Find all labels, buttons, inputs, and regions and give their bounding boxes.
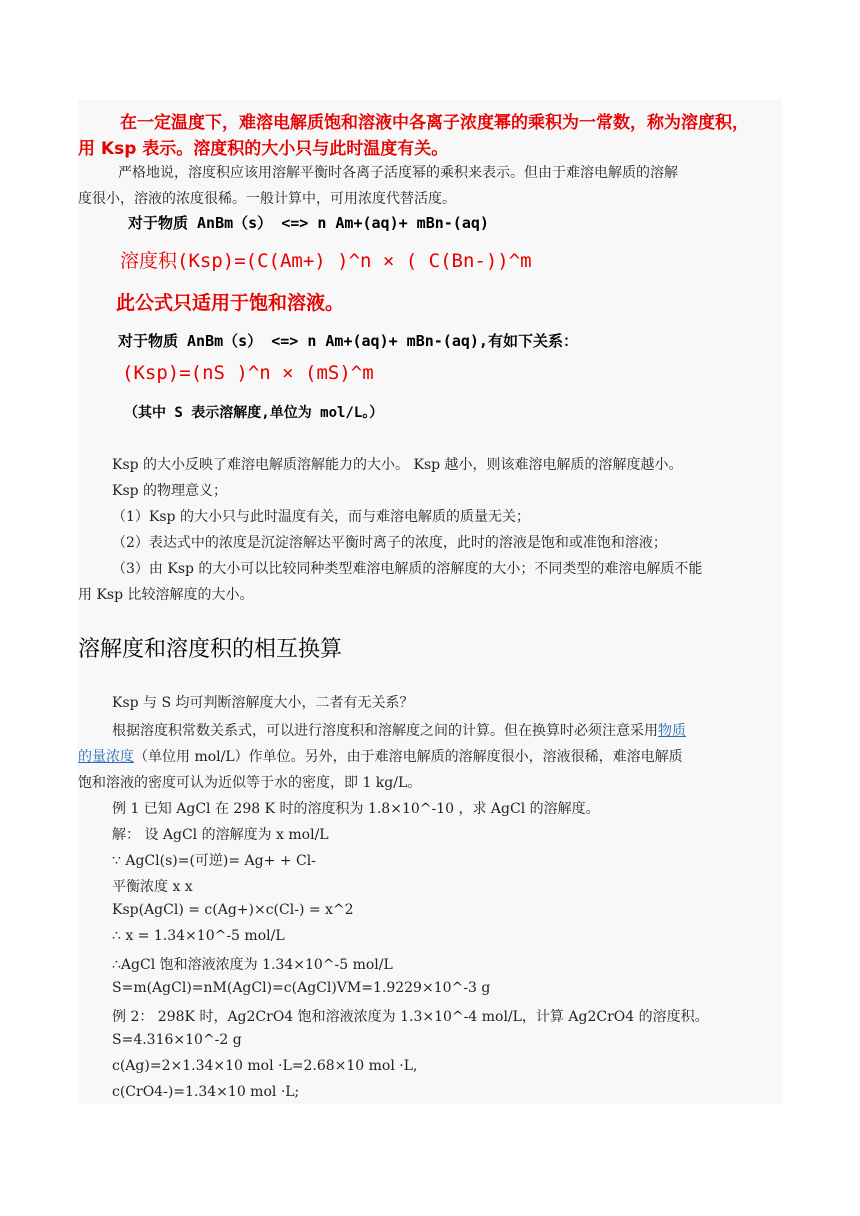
paragraph-line [112, 720, 686, 740]
solution-step: 平衡浓度 x x [112, 879, 193, 895]
list-item: 用 Ksp 比较溶解度的大小。 [78, 587, 254, 603]
section-heading: 溶解度和溶度积的相互换算 [78, 637, 343, 662]
solution-step: ∴ x = 1.34×10^-5 mol/L [112, 928, 285, 944]
formula-note: （其中 S 表示溶解度,单位为 mol/L。） [124, 405, 384, 421]
solution-step: S=m(AgCl)=nM(AgCl)=c(AgCl)VM=1.9229×10^-3 g [112, 980, 491, 996]
paragraph-line: 度很小，溶液的浓度很稀。一般计算中，可用浓度代替活度。 [78, 191, 456, 207]
solution-step: ∴AgCl 饱和溶液浓度为 1.34×10^-5 mol/L [112, 957, 393, 973]
paragraph-line: 严格地说，溶度积应该用溶解平衡时各离子活度幂的乘积来表示。但由于难溶电解质的溶解 [118, 165, 678, 181]
list-item: （3）由 Ksp 的大小可以比较同种类型难溶电解质的溶解度的大小；不同类型的难溶电解质不能 [112, 561, 703, 577]
paragraph-line: Ksp 的物理意义； [112, 483, 228, 499]
list-item: （1）Ksp 的大小只与此时温度有关，而与难溶电解质的质量无关； [112, 509, 530, 525]
solution-step: Ksp(AgCl) = c(Ag+)×c(Cl-) = x^2 [112, 902, 354, 918]
link-molar-concentration-cont[interactable]: 的量浓度 [78, 749, 134, 765]
paragraph-text: （单位用 mol/L）作单位。另外，由于难溶电解质的溶解度很小，溶液很稀，难溶电解质 [134, 749, 683, 765]
ksp-formula: 溶度积(Ksp)=(C(Am+) )^n × ( C(Bn-))^m [120, 250, 532, 272]
formula-note: 此公式只适用于饱和溶液。 [116, 292, 345, 314]
intro-line-1: 在一定温度下，难溶电解质饱和溶液中各离子浓度幂的乘积为一常数，称为溶度积， [120, 113, 749, 133]
intro-line-2: 用 Ksp 表示。溶度积的大小只与此时温度有关。 [78, 139, 449, 159]
link-molar-concentration[interactable]: 物质 [658, 723, 686, 739]
solution-step: 解： 设 AgCl 的溶解度为 x mol/L [112, 827, 329, 843]
ksp-formula: (Ksp)=(nS )^n × (mS)^m [122, 362, 374, 384]
list-item: （2）表达式中的浓度是沉淀溶解达平衡时离子的浓度，此时的溶液是饱和或准饱和溶液； [112, 535, 667, 551]
example-title: 例 1 已知 AgCl 在 298 K 时的溶度积为 1.8×10^-10 ，求 AgCl 的溶解度。 [112, 801, 600, 817]
solution-step: c(CrO4-)=1.34×10 mol ·L; [112, 1084, 300, 1100]
formula-equation: 对于物质 AnBm（s） <=> n Am+(aq)+ mBn-(aq),有如下关系： [118, 332, 578, 350]
paragraph-line: Ksp 与 S 均可判断溶解度大小，二者有无关系？ [112, 695, 414, 711]
solution-step: c(Ag)=2×1.34×10 mol ·L=2.68×10 mol ·L, [112, 1058, 418, 1074]
formula-equation: 对于物质 AnBm（s） <=> n Am+(aq)+ mBn-(aq) [128, 214, 489, 232]
paragraph-line: 饱和溶液的密度可认为近似等于水的密度，即 1 kg/L。 [78, 775, 422, 791]
example-title: 例 2： 298K 时，Ag2CrO4 饱和溶液浓度为 1.3×10^-4 mol/L，计算 Ag2CrO4 的溶度积。 [112, 1009, 709, 1025]
paragraph-line: Ksp 的大小反映了难溶电解质溶解能力的大小。 Ksp 越小，则该难溶电解质的溶解度越小。 [112, 457, 683, 473]
paragraph-text: 根据溶度积常数关系式，可以进行溶度积和溶解度之间的计算。但在换算时必须注意采用 [112, 723, 658, 739]
document-body [78, 100, 782, 1104]
paragraph-line [78, 746, 683, 766]
solution-step: ∵ AgCl(s)=(可逆)= Ag+ + Cl- [112, 853, 316, 869]
solution-step: S=4.316×10^-2 g [112, 1032, 242, 1048]
